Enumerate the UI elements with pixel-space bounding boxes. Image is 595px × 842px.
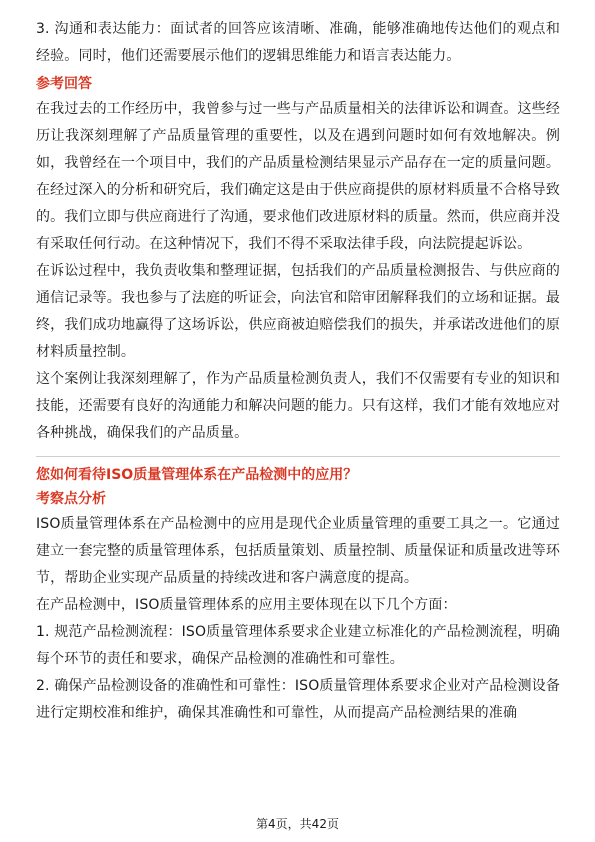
answer-paragraph-2: 在诉讼过程中，我负责收集和整理证据，包括我们的产品质量检测报告、与供应商的通信记录等。我也参与了法庭的听证会，向法官和陪审团解释我们的立场和证据。最终，我们成功地赢得了这场诉讼，供应商被迫赔偿我们的损失，并承诺改进他们的原材料质量控制。 [36,263,560,360]
analysis-paragraph-1: ISO质量管理体系在产品检测中的应用是现代企业质量管理的重要工具之一。它通过建立一套完整的质量管理体系，包括质量策划、质量控制、质量保证和质量改进等环节，帮助企业实现产品质量的持续改进和客户满意度的提高。 [36,516,560,586]
page-number: 第4页，共42页 [256,817,339,831]
document-page [36,16,560,727]
analysis-point-1: 1. 规范产品检测流程：ISO质量管理体系要求企业建立标准化的产品检测流程，明确每个环节的责任和要求，确保产品检测的准确性和可靠性。 [36,624,560,667]
answer-paragraph-3: 这个案例让我深刻理解了，作为产品质量检测负责人，我们不仅需要有专业的知识和技能，还需要有良好的沟通能力和解决问题的能力。只有这样，我们才能有效地应对各种挑战，确保我们的产品质量。 [36,371,560,441]
section-divider [36,456,560,457]
analysis-paragraph-2: 在产品检测中，ISO质量管理体系的应用主要体现在以下几个方面： [36,597,457,613]
question-title: 您如何看待ISO质量管理体系在产品检测中的应用？ [36,467,358,483]
analysis-heading: 考察点分析 [36,491,106,507]
answer-paragraph-1: 在我过去的工作经历中，我曾参与过一些与产品质量相关的法律诉讼和调查。这些经历让我深刻理解了产品质量管理的重要性，以及在遇到问题时如何有效地解决。例如，我曾经在一个项目中，我们的产品质量检测结果显示产品存在一定的质量问题。在经过深入的分析和研究后，我们确定这是由于供应商提供的原材料质量不合格导致的。我们立即与供应商进行了沟通，要求他们改进原材料的质量。然而，供应商并没有采取任何行动。在这种情况下，我们不得不采取法律手段，向法院提起诉讼。 [36,101,560,252]
analysis-point-2: 2. 确保产品检测设备的准确性和可靠性：ISO质量管理体系要求企业对产品检测设备进行定期校准和维护，确保其准确性和可靠性，从而提高产品检测结果的准确 [36,678,560,721]
intro-point-3: 3. 沟通和表达能力：面试者的回答应该清晰、准确，能够准确地传达他们的观点和经验。同时，他们还需要展示他们的逻辑思维能力和语言表达能力。 [36,21,560,64]
answer-heading: 参考回答 [36,76,92,92]
